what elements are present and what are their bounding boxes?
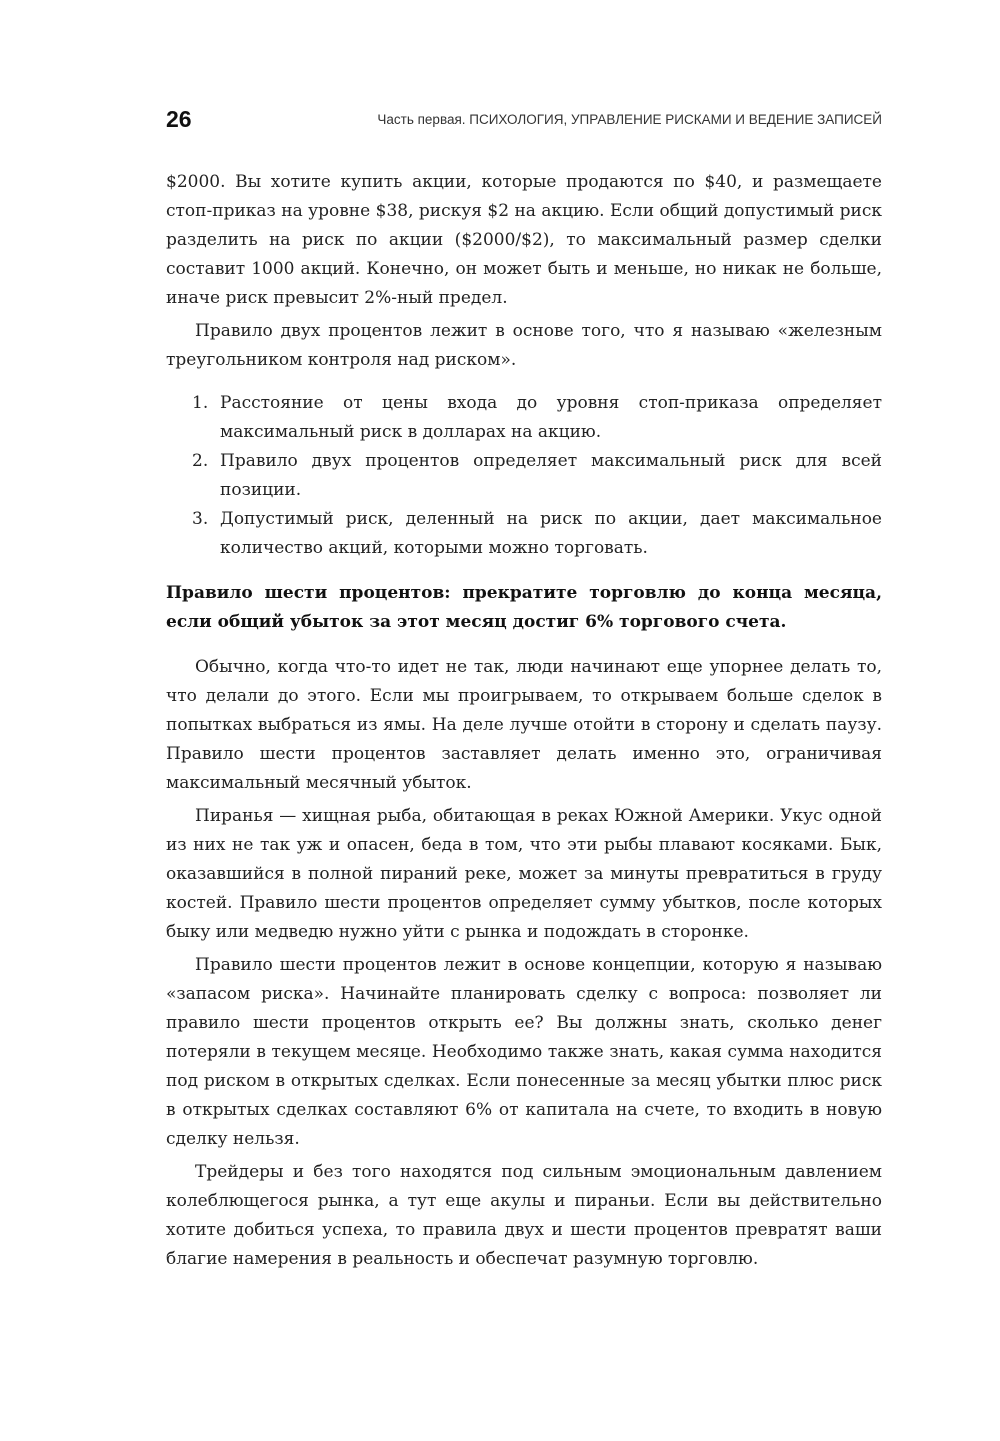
list-item-text: Правило двух процентов определяет максимальный риск для всей позиции. (220, 451, 882, 500)
list-item-text: Допустимый риск, деленный на риск по акции, дает максимальное количество акций, которыми можно торговать. (220, 509, 882, 558)
running-title: Часть первая. ПСИХОЛОГИЯ, УПРАВЛЕНИЕ РИСКАМИ И ВЕДЕНИЕ ЗАПИСЕЙ (377, 112, 882, 127)
paragraph-iron-triangle-intro: Правило двух процентов лежит в основе того, что я называю «железным треугольником контроля над риском». (166, 321, 882, 370)
list-item-number: 2. (192, 451, 209, 471)
body-text (166, 168, 882, 1278)
list-item-number: 1. (192, 393, 209, 413)
paragraph: Правило шести процентов лежит в основе концепции, которую я называю «запасом риска». Начинайте планировать сделку с вопроса: позволяет ли правило шести процентов открыть ее? Вы должны знать, сколько денег потеряли в текущем месяце. Необходимо также знать, какая сумма находится под риском в открытых сделках. Если понесенные за месяц убытки плюс риск в открытых сделках составляют 6% от капитала на счете, то входить в новую сделку нельзя. (166, 955, 882, 1149)
running-head (166, 104, 882, 134)
page-number: 26 (166, 106, 192, 132)
list-item-number: 3. (192, 509, 209, 529)
list-item (166, 505, 882, 563)
paragraph: Обычно, когда что-то идет не так, люди начинают еще упорнее делать то, что делали до этого. Если мы проигрываем, то открываем больше сделок в попытках выбраться из ямы. На деле лучше отойти в сторону и сделать паузу. Правило шести процентов заставляет делать именно это, ограничивая максимальный месячный убыток. (166, 657, 882, 793)
paragraph-continued: $2000. Вы хотите купить акции, которые продаются по $40, и размещаете стоп-приказ на уровне $38, рискуя $2 на акцию. Если общий допустимый риск разделить на риск по акции ($2000/$2), то максимальный размер сделки составит 1000 акций. Конечно, он может быть и меньше, но никак не больше, иначе риск превысит 2%-ный предел. (166, 172, 882, 308)
list-item-text: Расстояние от цены входа до уровня стоп-приказа определяет максимальный риск в долларах на акцию. (220, 393, 882, 442)
paragraph: Пиранья — хищная рыба, обитающая в реках Южной Америки. Укус одной из них не так уж и опасен, беда в том, что эти рыбы плавают косяками. Бык, оказавшийся в полной пираний реке, может за минуты превратиться в груду костей. Правило шести процентов определяет сумму убытков, после которых быку или медведю нужно уйти с рынка и подождать в сторонке. (166, 806, 882, 942)
list-item (166, 447, 882, 505)
paragraph: Трейдеры и без того находятся под сильным эмоциональным давлением колеблющегося рынка, а тут еще акулы и пираньи. Если вы действительно хотите добиться успеха, то правила двух и шести процентов превратят ваши благие намерения в реальность и обеспечат разумную торговлю. (166, 1162, 882, 1269)
numbered-list (166, 389, 882, 563)
rule-heading: Правило шести процентов: прекратите торговлю до конца месяца, если общий убыток за этот месяц достиг 6% торгового счета. (166, 583, 882, 632)
list-item (166, 389, 882, 447)
